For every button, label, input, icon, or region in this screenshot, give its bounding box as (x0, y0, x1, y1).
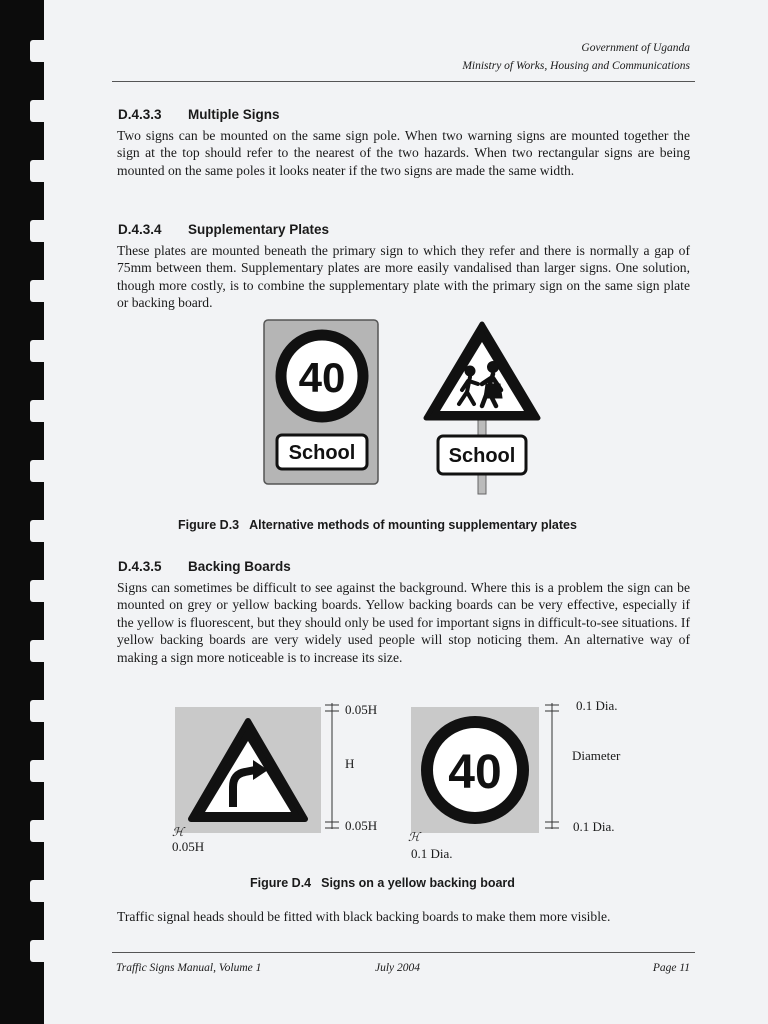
figure-d3-separate-signs (420, 318, 544, 496)
plate-text: School (448, 445, 516, 467)
dim-top-left: 0.05H (345, 702, 378, 717)
footer-title: Traffic Signs Manual, Volume 1 (116, 962, 262, 974)
figure-d3-caption: Figure D.3 Alternative methods of mounting supplementary plates (178, 518, 577, 532)
dimension-lines-right (542, 700, 562, 835)
paragraph-backing-boards: Signs can sometimes be difficult to see against the background. Where this is a problem the sign can be mounted on grey or yellow backing boards. Yellow backing boards can be very effective, especially if the yellow is fluorescent, but they should only be used for important signs in difficult-to-see situations. If yellow backing boards are very widely used people will stop noticing them. An alternative way of making a sign more noticeable is to increase its size. (117, 580, 690, 665)
footer-page-number: Page 11 (652, 962, 690, 974)
header-government: Government of Uganda (581, 42, 690, 54)
dim-side-left: 0.05H (172, 839, 205, 854)
figure-d4-triangle-board (175, 707, 321, 833)
paragraph-multiple-signs: Two signs can be mounted on the same sign pole. When two warning signs are mounted together the sign at the top should refer to the nearest of the two hazards. When two rectangular signs are being mounted on the same poles it looks neater if the two signs are made the same width. (117, 128, 690, 178)
figure-d4-caption: Figure D.4 Signs on a yellow backing board (250, 876, 515, 890)
dim-side-right: 0.1 Dia. (411, 846, 453, 861)
figure-d4-roundel-board (411, 707, 539, 833)
footer-date: July 2004 (375, 962, 421, 974)
section-heading-supplementary-plates: D.4.3.4 Supplementary Plates (118, 222, 330, 237)
section-heading-backing-boards: D.4.3.5 Backing Boards (118, 559, 291, 574)
dim-bottom-left: 0.05H (345, 818, 378, 833)
page-header (462, 39, 690, 75)
speed-limit-value: 40 (298, 354, 346, 401)
dim-height-left: H (345, 756, 355, 771)
dim-diameter-right: Diameter (572, 748, 621, 763)
speed-limit-value: 40 (448, 746, 502, 799)
figure-d3-combined-sign (262, 318, 382, 488)
header-ministry: Ministry of Works, Housing and Communications (462, 60, 690, 72)
plate-text: School (288, 442, 356, 464)
paragraph-signal-heads: Traffic signal heads should be fitted with black backing boards to make them more visible. (117, 909, 611, 924)
paragraph-supplementary-plates: These plates are mounted beneath the primary sign to which they refer and there is normally a gap of 75mm between them. Supplementary plates are more easily vandalised than larger signs. One solution, though more costly, is to combine the supplementary plate with the primary sign on the same sign plate or backing board. (117, 243, 690, 311)
dim-top-right: 0.1 Dia. (576, 698, 618, 713)
spiral-binding (0, 0, 44, 1024)
dim-bottom-right: 0.1 Dia. (573, 819, 615, 834)
header-rule (112, 81, 695, 82)
footer-rule (112, 952, 695, 953)
section-heading-multiple-signs: D.4.3.3 Multiple Signs (118, 107, 280, 122)
dimension-lines-left (322, 700, 342, 835)
